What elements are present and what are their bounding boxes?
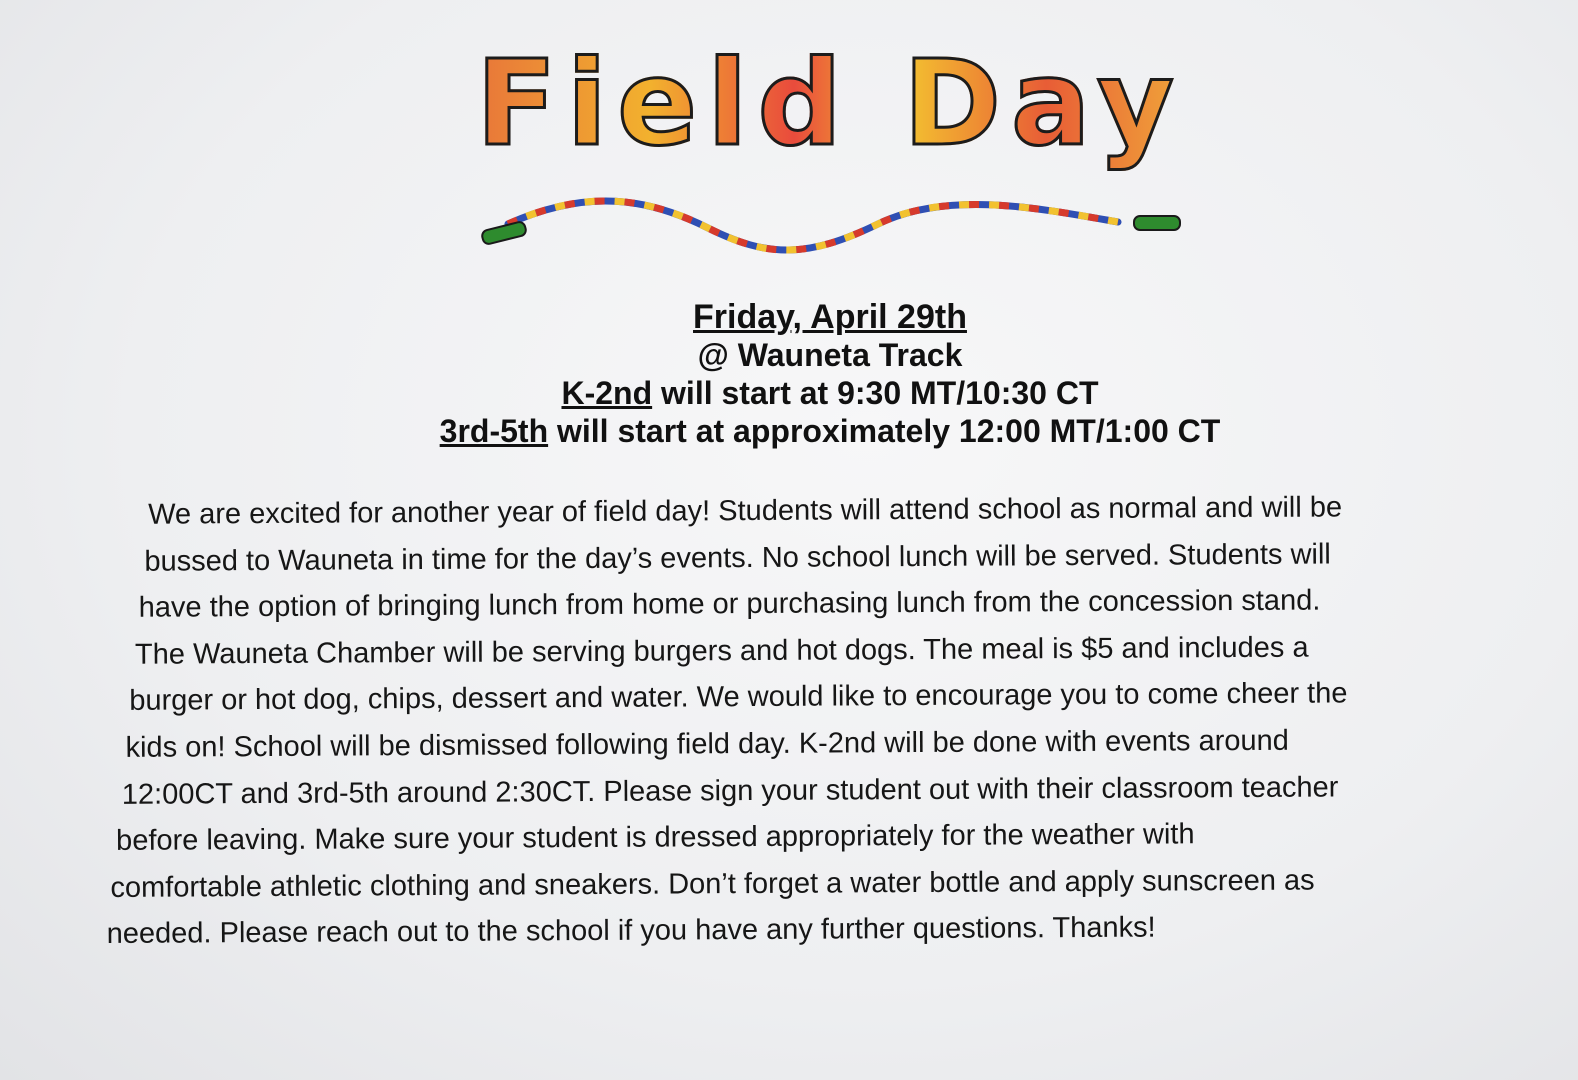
body-line: kids on! School will be dismissed following field day. K-2nd will be done with events around: [125, 724, 1289, 764]
body-line: before leaving. Make sure your student is dressed appropriately for the weather with: [116, 818, 1195, 858]
body-line: have the option of bringing lunch from home or purchasing lunch from the concession stand.: [138, 584, 1321, 624]
event-details: [300, 298, 1360, 450]
event-date: Friday, April 29th: [693, 298, 967, 336]
jump-rope-icon: [478, 188, 1190, 268]
field-day-title: [470, 28, 1190, 178]
title-lettering: Field Day: [470, 28, 1190, 178]
body-line: We are excited for another year of field day! Students will attend school as normal and will be: [148, 491, 1343, 531]
body-line: comfortable athletic clothing and sneakers. Don’t forget a water bottle and apply sunscreen as: [110, 864, 1315, 904]
k2-grade-label: K-2nd: [561, 375, 653, 411]
body-paragraph: [100, 483, 1533, 958]
body-line: The Wauneta Chamber will be serving burgers and hot dogs. The meal is $5 and includes a: [134, 631, 1309, 671]
body-line: needed. Please reach out to the school if you have any further questions. Thanks!: [106, 911, 1156, 951]
body-line: bussed to Wauneta in time for the day’s events. No school lunch will be served. Students will: [144, 538, 1331, 578]
upper-time-text: will start at approximately 12:00 MT/1:00 CT: [548, 413, 1221, 449]
k2-schedule: [300, 374, 1360, 412]
event-location: @ Wauneta Track: [697, 337, 963, 373]
upper-schedule: [300, 412, 1360, 450]
body-line: 12:00CT and 3rd-5th around 2:30CT. Please sign your student out with their classroom teacher: [121, 771, 1339, 811]
upper-grade-label: 3rd-5th: [439, 413, 549, 449]
body-line: burger or hot dog, chips, dessert and water. We would like to encourage you to come cheer the: [129, 677, 1348, 718]
k2-time-text: will start at 9:30 MT/10:30 CT: [652, 375, 1099, 411]
